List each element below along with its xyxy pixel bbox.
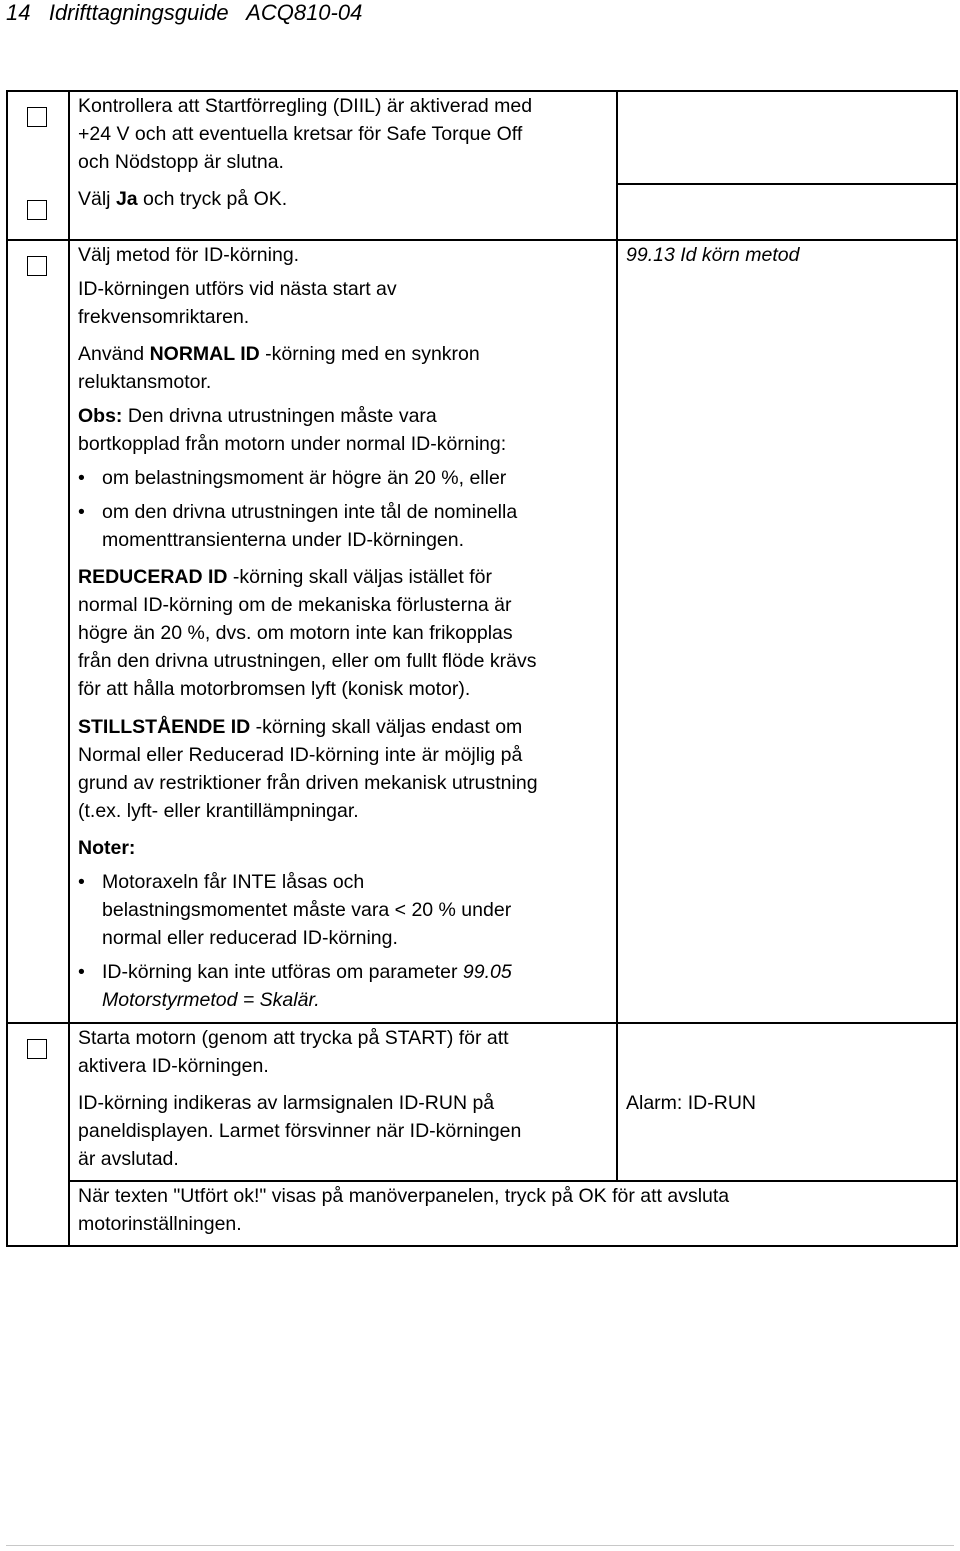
row3-line3: frekvensomriktaren. — [78, 306, 250, 328]
row4-side-alarm: Alarm: ID-RUN — [626, 1092, 756, 1114]
page-bottom-rule — [6, 1545, 954, 1546]
row3-side-parameter: 99.13 Id körn metod — [626, 244, 800, 266]
reducerad-line4: från den drivna utrustningen, eller om fullt flöde krävs — [78, 650, 537, 672]
stillstaende-line3: grund av restriktioner från driven mekanisk utrustning — [78, 772, 538, 794]
stillstaende-line1: STILLSTÅENDE ID -körning skall väljas endast om — [78, 716, 523, 738]
row4-line1: Starta motorn (genom att trycka på START) för att — [78, 1027, 509, 1049]
row3-line1: Välj metod för ID-körning. — [78, 244, 300, 266]
obs-line1: Obs: Den drivna utrustningen måste vara — [78, 405, 437, 427]
page-number: 14 — [6, 0, 31, 25]
checkbox-row-3[interactable] — [27, 256, 47, 276]
stillstaende-line2: Normal eller Reducerad ID-körning inte är möjlig på — [78, 744, 523, 766]
column-divider-left — [68, 90, 70, 1247]
note2-line2: Motorstyrmetod = Skalär. — [102, 989, 320, 1011]
note-bullet-2: • — [78, 961, 85, 983]
page-header — [6, 0, 362, 26]
row2-text: Välj Ja och tryck på OK. — [78, 188, 288, 210]
reducerad-line2: normal ID-körning om de mekaniska förlusterna är — [78, 594, 512, 616]
checkbox-row-2[interactable] — [27, 200, 47, 220]
checkbox-row-1[interactable] — [27, 107, 47, 127]
ja-keyword: Ja — [115, 188, 138, 210]
row4-line3: ID-körning indikeras av larmsignalen ID-RUN på — [78, 1092, 495, 1114]
note2-line1: ID-körning kan inte utföras om parameter 99.05 — [102, 961, 512, 983]
row3-line2: ID-körningen utförs vid nästa start av — [78, 278, 397, 300]
bullet1-text: om belastningsmoment är högre än 20 %, eller — [102, 467, 507, 489]
bullet-1: • — [78, 467, 85, 489]
document-code: ACQ810-04 — [246, 0, 363, 25]
row4-line5: är avslutad. — [78, 1148, 179, 1170]
row-divider-1 — [616, 183, 958, 185]
row1-line3: och Nödstopp är slutna. — [78, 151, 284, 173]
row4-line2: aktivera ID-körningen. — [78, 1055, 269, 1077]
stillstaende-line4: (t.ex. lyft- eller krantillämpningar. — [78, 800, 359, 822]
note1-line3: normal eller reducerad ID-körning. — [102, 927, 398, 949]
row4-line4: paneldisplayen. Larmet försvinner när ID-körningen — [78, 1120, 522, 1142]
row3-line4: Använd NORMAL ID -körning med en synkron — [78, 343, 480, 365]
note1-line1: Motoraxeln får INTE låsas och — [102, 871, 365, 893]
reducerad-line1: REDUCERAD ID -körning skall väljas istället för — [78, 566, 492, 588]
noter-heading: Noter: — [78, 837, 136, 859]
note1-line2: belastningsmomentet måste vara < 20 % under — [102, 899, 512, 921]
bullet-2: • — [78, 501, 85, 523]
checkbox-row-4[interactable] — [27, 1039, 47, 1059]
reducerad-line5: för att hålla motorbromsen lyft (konisk motor). — [78, 678, 471, 700]
row1-line1: Kontrollera att Startförregling (DIIL) är aktiverad med — [78, 95, 533, 117]
obs-line2: bortkopplad från motorn under normal ID-körning: — [78, 433, 507, 455]
bullet2-line2: momenttransienterna under ID-körningen. — [102, 529, 465, 551]
row3-line5: reluktansmotor. — [78, 371, 212, 393]
reducerad-line3: högre än 20 %, dvs. om motorn inte kan frikopplas — [78, 622, 513, 644]
row1-line2: +24 V och att eventuella kretsar för Safe Torque Off — [78, 123, 523, 145]
row5-line2: motorinställningen. — [78, 1213, 242, 1235]
document-title: Idrifttagningsguide — [48, 0, 229, 25]
row5-line1: När texten "Utfört ok!" visas på manöverpanelen, tryck på OK för att avsluta — [78, 1185, 730, 1207]
column-divider-right — [616, 90, 618, 1181]
bullet2-line1: om den drivna utrustningen inte tål de nominella — [102, 501, 518, 523]
note-bullet-1: • — [78, 871, 85, 893]
